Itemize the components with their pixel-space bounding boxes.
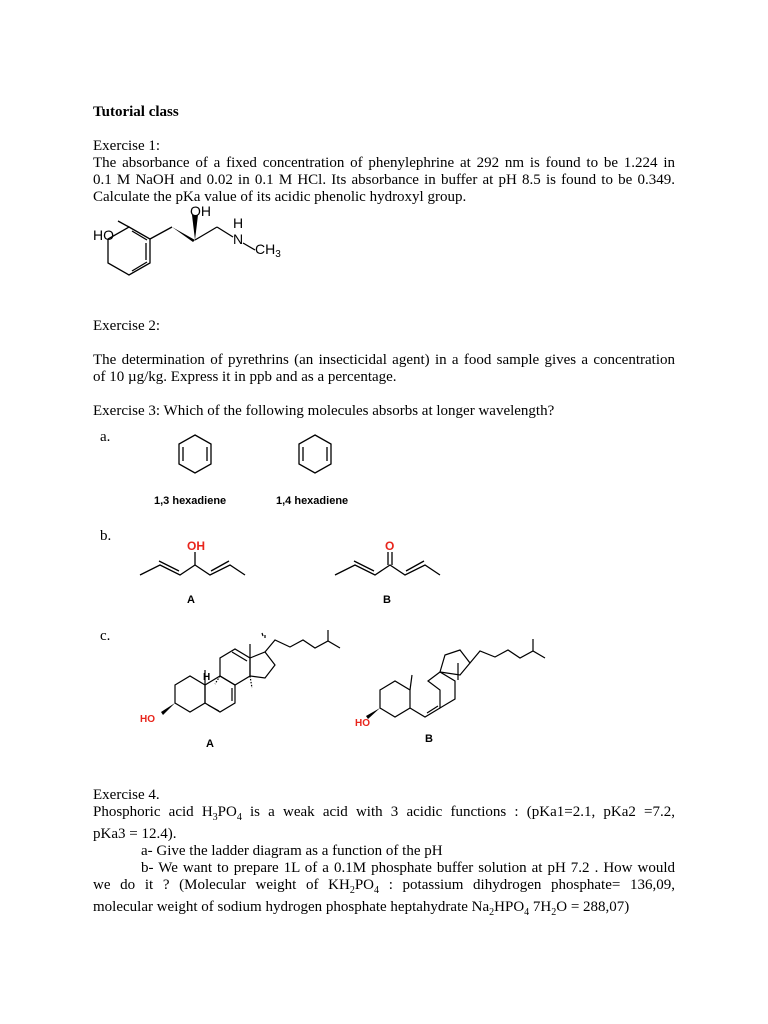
hexadiene-13-structure bbox=[170, 432, 220, 482]
nh-h-label: H bbox=[233, 215, 244, 231]
caption-b-a: A bbox=[187, 594, 195, 606]
molecule-b-b-ketone bbox=[330, 535, 450, 585]
phenylephrine-structure bbox=[90, 200, 300, 280]
methyl-label: $CH_3$ bbox=[255, 241, 281, 260]
hydroxyl-label: OH bbox=[187, 539, 205, 553]
exercise-4-text bbox=[93, 804, 675, 921]
exercise-1-text bbox=[93, 155, 675, 206]
exercise-4-heading: Exercise 4. bbox=[93, 787, 160, 803]
caption-13-hexadiene: 1,3 hexadiene bbox=[154, 495, 227, 507]
carbonyl-oxygen-label: O bbox=[385, 539, 395, 553]
exercise-2-line-2: of 10 µg/kg. Express it in ppb and as a percentage. bbox=[93, 369, 397, 385]
exercise-4-line-1: Phosphoric acid $H_3PO_4$ is a weak acid with 3 acidic functions : (pKa1=2.1, pKa2 =7.2, bbox=[93, 804, 675, 823]
steroid-a-structure bbox=[135, 630, 350, 740]
caption-c-a: A bbox=[206, 738, 214, 750]
exercise-4-line-6: molecular weight of sodium hydrogen phosphate heptahydrate $Na_2HPO_4$ $7H_2O = 288,07$) bbox=[93, 899, 630, 918]
caption-c-b: B bbox=[425, 733, 433, 745]
exercise-4-line-5: we do it ? (Molecular weight of $KH_2PO_4$ : potassium dihydrogen phosphate= 136,09, bbox=[93, 877, 675, 896]
caption-b-b: B bbox=[383, 594, 391, 606]
exercise-2-text bbox=[93, 352, 675, 386]
exercise-1-line-2: 0.1 M NaOH and 0.02 in 0.1 M HCl. Its absorbance in buffer at pH 8.5 is found to be 0.349. bbox=[93, 172, 675, 188]
exercise-3-heading: Exercise 3: Which of the following molecules absorbs at longer wavelength? bbox=[93, 403, 555, 419]
exercise-4-line-3: a- Give the ladder diagram as a function of the pH bbox=[141, 843, 443, 859]
steroid-b-structure bbox=[350, 635, 565, 735]
steroid-a-hydroxyl-label: HO bbox=[140, 714, 155, 725]
steroid-a-h-label: H bbox=[203, 672, 211, 683]
caption-14-hexadiene: 1,4 hexadiene bbox=[276, 495, 349, 507]
part-b-label: b. bbox=[100, 528, 112, 544]
part-a-label: a. bbox=[100, 429, 111, 445]
ho-label: HO bbox=[93, 227, 114, 243]
exercise-4-line-2: pKa3 = 12.4). bbox=[93, 826, 177, 842]
exercise-2-heading: Exercise 2: bbox=[93, 318, 161, 334]
oh-label: OH bbox=[190, 203, 211, 219]
steroid-b-hydroxyl-label: HO bbox=[355, 718, 370, 729]
exercise-2-line-1: The determination of pyrethrins (an insecticidal agent) in a food sample gives a concentration bbox=[93, 352, 675, 368]
molecule-b-a-alcohol bbox=[135, 535, 255, 585]
hexadiene-14-structure bbox=[290, 432, 340, 482]
exercise-1-line-3: Calculate the pKa value of its acidic phenolic hydroxyl group. bbox=[93, 189, 467, 205]
exercise-1-line-1: The absorbance of a fixed concentration of phenylephrine at 292 nm is found to be 1.224 in bbox=[93, 155, 675, 171]
nitrogen-label: N bbox=[233, 231, 244, 247]
page-title: Tutorial class bbox=[93, 104, 179, 120]
part-c-label: c. bbox=[100, 628, 111, 644]
exercise-1-heading: Exercise 1: bbox=[93, 138, 161, 154]
exercise-4-line-4: b- We want to prepare 1L of a 0.1M phosphate buffer solution at pH 7.2 . How would bbox=[141, 860, 675, 876]
